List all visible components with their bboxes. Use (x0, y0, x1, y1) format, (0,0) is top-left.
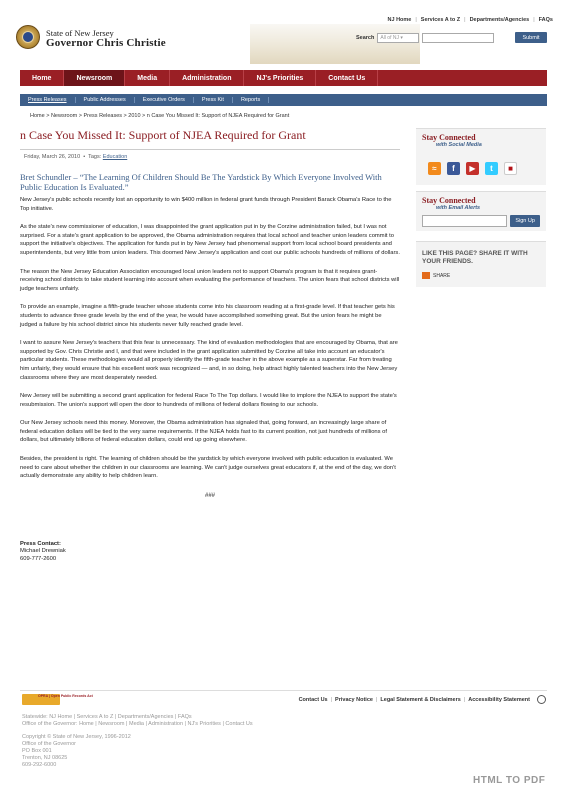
separator: | (464, 17, 466, 23)
email-subtitle: with Email Alerts (436, 205, 481, 211)
nav-media[interactable]: Media (125, 70, 170, 86)
article-paragraph: The reason the New Jersey Education Association encouraged local union leaders not to support Obama's program is that it requires grant-receiving school districts to take student learning into account when evaluating the performance of teachers. The union fears that school districts will judge teachers unfairly. (20, 268, 400, 292)
top-link-departments[interactable]: Departments/Agencies (469, 17, 530, 23)
nav-priorities[interactable]: NJ's Priorities (244, 70, 316, 86)
header-banner-image (250, 24, 420, 64)
twitter-icon[interactable]: t (485, 162, 498, 175)
separator: | (463, 697, 466, 703)
html-to-pdf-watermark: HTML TO PDF (473, 775, 546, 786)
signup-button[interactable]: Sign Up (510, 215, 540, 227)
facebook-icon[interactable]: f (447, 162, 460, 175)
social-icons (422, 152, 540, 181)
article-subhead: Bret Schundler – “The Learning Of Children Should Be The Yardstick By Which Everyone Involved With Public Education Is Evaluated.” (20, 172, 382, 192)
nav-administration[interactable]: Administration (170, 70, 244, 86)
subnav-public-addresses[interactable]: Public Addresses (76, 97, 135, 103)
article-paragraph: New Jersey will be submitting a second grant application for federal Race To The Top dollars. I would like to implore the NJEA to support the state's resubmission. The union's support will open the door to hundreds of millions of federal dollars flowing to our schools. (20, 393, 397, 408)
share-icon (422, 272, 430, 279)
contact-phone: 609-777-2600 (20, 555, 57, 562)
footer-link-accessibility[interactable]: Accessibility Statement (468, 697, 530, 703)
main-nav (20, 70, 547, 86)
subnav-press-releases[interactable]: Press Releases (20, 97, 76, 103)
article-paragraph: To provide an example, imagine a fifth-grade teacher whose students come into his classroom reading at a first-grade level. If that teacher gets his students to advance three grade levels by the end of the year, he would have accomplished something great. But the union fears he might be judged a failure by his school district since his students never fully reached grade level. (20, 304, 395, 328)
sub-nav (20, 94, 547, 106)
nav-newsroom[interactable]: Newsroom (64, 70, 125, 86)
footer-copyright: Copyright © State of New Jersey, 1996-2012 (22, 734, 131, 740)
social-title: Stay Connected (422, 133, 476, 142)
separator: | (330, 697, 333, 703)
separator: | (415, 17, 417, 23)
sidebar (416, 128, 546, 287)
seal-center (22, 31, 34, 43)
footer-link-privacy[interactable]: Privacy Notice (335, 697, 373, 703)
article-paragraph: As the state's new commissioner of education, I was disappointed the grant application put in by the Corzine administration failed, but I was not surprised. For a state's grant application to be approved, the Obama administration requires that local school and teacher union leaders commit to support the initiative's objectives. The application for funds put in by New Jersey had phenomenal support from local school board presidents and superintendents, but very little from union leaders. This doomed New Jersey's application and cost our public schools hundreds of millions of dollars. (20, 224, 400, 256)
site-header (0, 0, 565, 70)
tags-label: Tags: (88, 154, 102, 160)
governor-title[interactable]: Governor Chris Christie (46, 37, 166, 49)
flickr-icon[interactable]: ■ (504, 162, 517, 175)
share-button[interactable] (422, 272, 540, 279)
search-scope-value: All of NJ (380, 35, 399, 41)
social-subtitle: with Social Media (436, 142, 482, 148)
separator: | (533, 17, 535, 23)
footer-link-legal[interactable]: Legal Statement & Disclaimers (380, 697, 461, 703)
page-title: n Case You Missed It: Support of NJEA Required for Grant (20, 128, 306, 142)
opra-logo-text: OPRA | Open Public Records Act (38, 694, 93, 698)
search-label: Search (356, 35, 375, 41)
search-area (356, 33, 494, 43)
footer-phone: 609-292-6000 (22, 762, 57, 768)
share-label: SHARE (433, 272, 451, 279)
youtube-icon[interactable]: ▶ (466, 162, 479, 175)
email-signup-row (422, 215, 540, 227)
contact-label: Press Contact: (20, 540, 61, 547)
search-submit-button[interactable]: Submit (515, 32, 547, 43)
footer-city: Trenton, NJ 08625 (22, 755, 68, 761)
search-scope-select[interactable] (377, 33, 419, 43)
press-contact (20, 541, 400, 564)
accessibility-icon[interactable] (537, 695, 546, 704)
divider (20, 149, 400, 150)
article-date: Friday, March 26, 2010 (24, 154, 81, 160)
footer-divider (20, 690, 547, 691)
separator: | (375, 697, 378, 703)
email-field[interactable] (422, 215, 507, 227)
nav-home[interactable]: Home (20, 70, 64, 86)
end-marker: ### (204, 492, 215, 499)
article-paragraph: I want to assure New Jersey's teachers that this fear is unnecessary. The kind of evaluation methodologies that are encouraged by Obama, that are supported by Gov. Chris Christie and I, and that were included in the grant application submitted by Corzine all take into account an educator's particular students. These methodologies would all properly identify the fifth-grade teacher in the above example as a superstar. Far from treating him unfairly, they would ensure that his excellent work was recognized — and, in so doing, help attract highly talented teachers into the New Jersey classrooms where they are most desperately needed. (20, 340, 398, 381)
footer-link-contact[interactable]: Contact Us (298, 697, 328, 703)
top-link-nj-home[interactable]: NJ Home (387, 17, 412, 23)
contact-name: Michael Drewniak (20, 548, 66, 555)
share-box (416, 241, 546, 287)
top-links (388, 17, 553, 23)
dateline: Friday, March 26, 2010 • Tags: Education (24, 154, 128, 160)
breadcrumb[interactable]: Home > Newsroom > Press Releases > 2010 > n Case You Missed It: Support of NJEA Required for Grant (30, 113, 290, 119)
article-paragraph: New Jersey's public schools recently lost an opportunity to win $400 million in federal grant funds through President Barack Obama's Race to the Top initiative. (20, 197, 392, 212)
social-box (416, 128, 546, 185)
footer-pobox: PO Box 001 (22, 748, 52, 754)
nav-contact[interactable]: Contact Us (316, 70, 378, 86)
footer-office: Office of the Governor (22, 741, 77, 747)
article (20, 128, 400, 563)
state-seal-icon[interactable] (16, 25, 40, 49)
chevron-down-icon: ▾ (400, 35, 403, 41)
footer-statewide-links[interactable]: Statewide: NJ Home | Services A to Z | Departments/Agencies | FAQs (22, 714, 192, 720)
tag-link[interactable]: Education (102, 154, 128, 160)
search-input[interactable] (422, 33, 494, 43)
subnav-reports[interactable]: Reports (233, 97, 269, 103)
subnav-executive-orders[interactable]: Executive Orders (135, 97, 194, 103)
footer-office-links[interactable]: Office of the Governor: Home | Newsroom | Media | Administration | NJ's Priorities | Contact Us (22, 721, 253, 727)
article-paragraph: Our New Jersey schools need this money. Moreover, the Obama administration has signaled that, going forward, an increasingly large share of federal education dollars will be tied to the very same requirements. If the NJEA holds fast to its current position, not just hundreds of millions of dollars, but ultimately billions of federal education dollars, could end up going elsewhere. (20, 420, 388, 444)
article-paragraph: Besides, the president is right. The learning of children should be the yardstick by which everyone involved with public education is evaluated. We need to care about whether the children in our classrooms are learning. We can't judge ourselves great educators if, at the end of the day, we don't actually demonstrate any ability to help children learn. (20, 456, 396, 480)
footer-links (299, 697, 530, 703)
subnav-press-kit[interactable]: Press Kit (194, 97, 233, 103)
top-link-faqs[interactable]: FAQs (538, 17, 553, 23)
rss-icon[interactable]: ≈ (428, 162, 441, 175)
email-title: Stay Connected (422, 196, 476, 205)
state-title: State of New Jersey (46, 28, 114, 38)
top-link-services[interactable]: Services A to Z (420, 17, 461, 23)
email-box (416, 191, 546, 231)
share-title: LIKE THIS PAGE? SHARE IT WITH YOUR FRIENDS. (422, 250, 528, 265)
